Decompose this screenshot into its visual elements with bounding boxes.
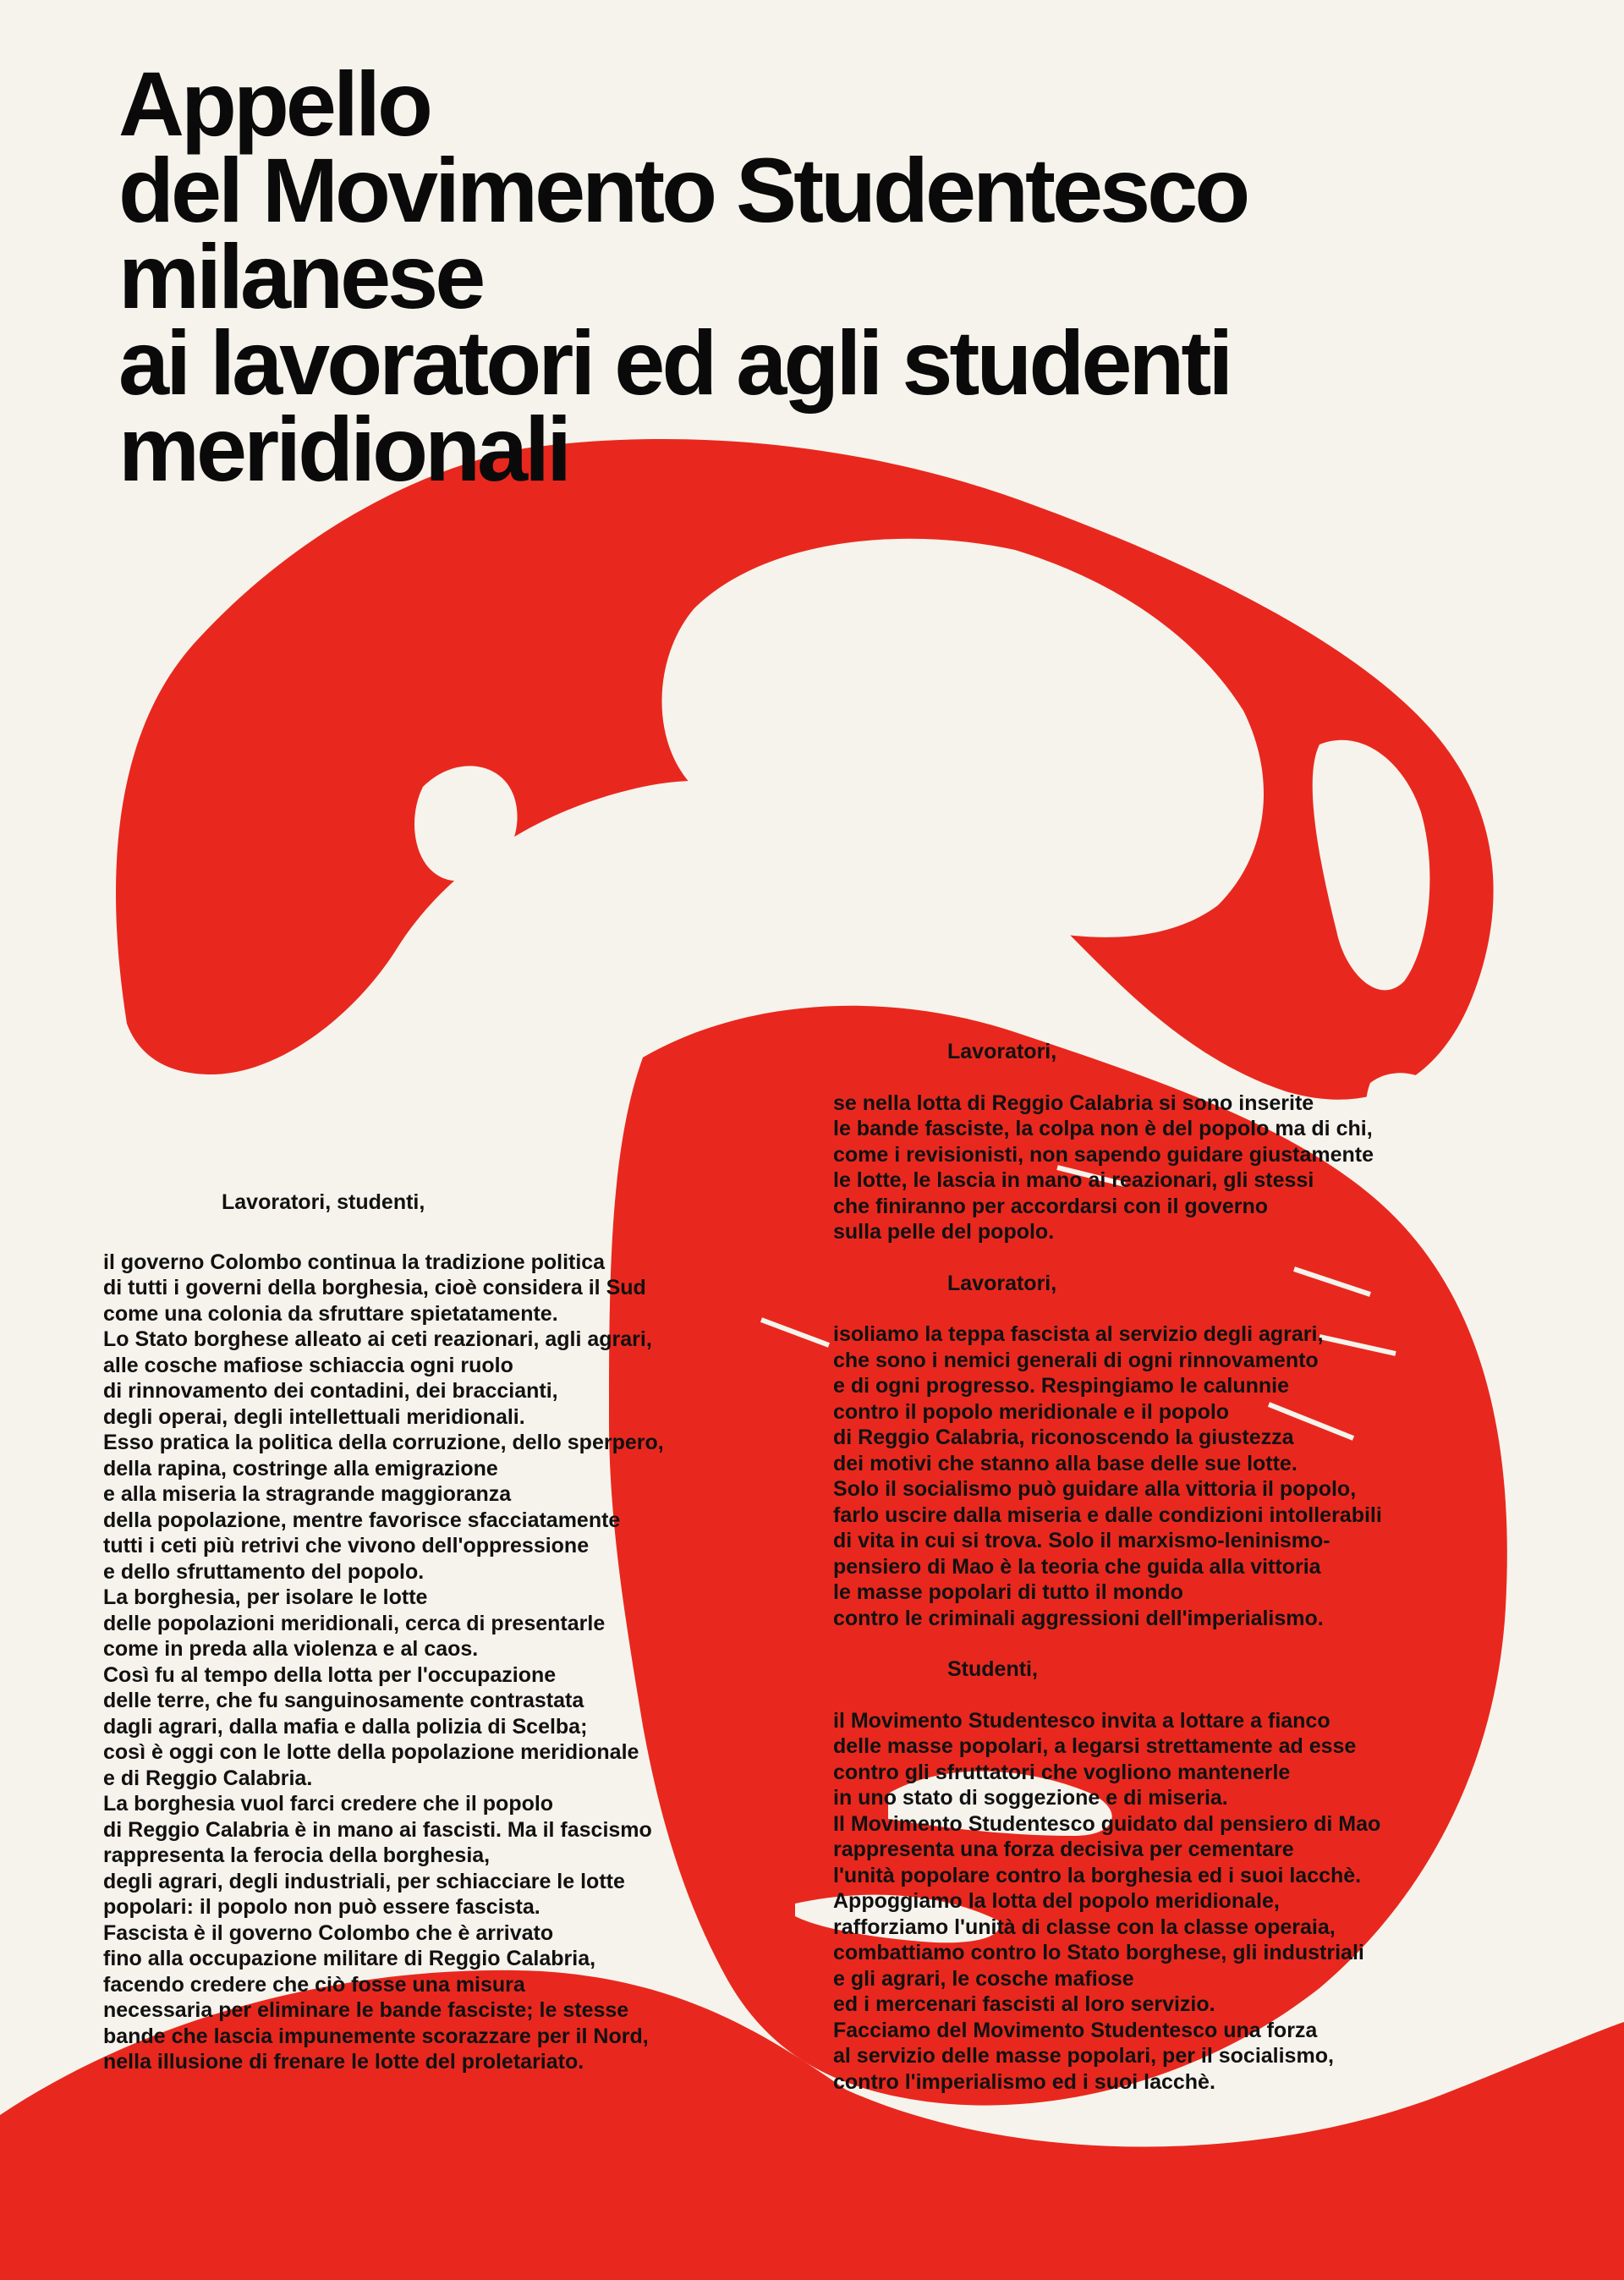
text-line: Lo Stato borghese alleato ai ceti reazionari, agli agrari,: [103, 1327, 652, 1351]
text-line: come una colonia da sfruttare spietatamente.: [103, 1301, 558, 1326]
text-line: delle terre, che fu sanguinosamente contrastata: [103, 1689, 584, 1712]
text-line: come in preda alla violenza e al caos.: [103, 1637, 479, 1661]
text-line: isoliamo la teppa fascista al servizio degli agrari,: [833, 1322, 1324, 1346]
text-line: La borghesia, per isolare le lotte: [103, 1585, 428, 1609]
section-body: [833, 1321, 1577, 1631]
headline-line: ai lavoratori ed agli studenti: [118, 311, 1231, 414]
text-line: pensiero di Mao è la teoria che guida alla vittoria: [833, 1554, 1321, 1579]
text-line: facendo credere che ciò fosse una misura: [103, 1972, 525, 1997]
left-body-text: [103, 1250, 814, 2075]
text-line: fino alla occupazione militare di Reggio Calabria,: [103, 1947, 596, 1970]
text-line: e di Reggio Calabria.: [103, 1766, 313, 1790]
text-line: nella illusione di frenare le lotte del proletariato.: [103, 2050, 584, 2074]
text-line: come i revisionisti, non sapendo guidare giustamente: [833, 1142, 1374, 1167]
text-line: e dello sfruttamento del popolo.: [103, 1559, 425, 1584]
text-line: Facciamo del Movimento Studentesco una forza: [833, 2018, 1318, 2042]
left-text-column: [103, 1189, 814, 2075]
section-heading: Lavoratori,: [947, 1040, 1057, 1063]
text-line: di rinnovamento dei contadini, dei braccianti,: [103, 1379, 558, 1403]
text-line: Solo il socialismo può guidare alla vittoria il popolo,: [833, 1477, 1357, 1501]
text-line: contro le criminali aggressioni dell'imperialismo.: [833, 1606, 1324, 1630]
text-line: e di ogni progresso. Respingiamo le calunnie: [833, 1374, 1289, 1398]
text-line: il governo Colombo continua la tradizione politica: [103, 1250, 606, 1274]
text-line: le bande fasciste, la colpa non è del popolo ma di chi,: [833, 1117, 1373, 1140]
text-line: Il Movimento Studentesco guidato dal pensiero di Mao: [833, 1811, 1381, 1836]
text-line: degli operai, degli intellettuali meridionali.: [103, 1404, 525, 1429]
poster-headline: [118, 52, 1248, 500]
text-line: Così fu al tempo della lotta per l'occupazione: [103, 1662, 557, 1687]
text-line: il Movimento Studentesco invita a lottare a fianco: [833, 1708, 1330, 1733]
text-line: rafforziamo l'unità di classe con la classe operaia,: [833, 1915, 1336, 1939]
section-body: [833, 1091, 1577, 1245]
text-line: combattiamo contro lo Stato borghese, gli industriali: [833, 1941, 1364, 1964]
text-line: Esso pratica la politica della corruzione, dello sperpero,: [103, 1431, 664, 1454]
section-body: [833, 1708, 1577, 2096]
text-line: Fascista è il governo Colombo che è arrivato: [103, 1920, 554, 1945]
headline-line: del Movimento Studentesco: [118, 139, 1248, 241]
section-workers-2: [833, 1271, 1577, 1632]
text-line: e alla miseria la stragrande maggioranza: [103, 1482, 512, 1506]
text-line: rappresenta una forza decisiva per cementare: [833, 1838, 1294, 1861]
text-line: degli agrari, degli industriali, per schiacciare le lotte: [103, 1869, 625, 1893]
text-line: dei motivi che stanno alla base delle sue lotte.: [833, 1451, 1298, 1475]
text-line: l'unità popolare contro la borghesia ed i suoi lacchè.: [833, 1863, 1362, 1887]
text-line: così è oggi con le lotte della popolazione meridionale: [103, 1740, 639, 1764]
section-heading: Lavoratori,: [947, 1271, 1057, 1295]
text-line: di vita in cui si trova. Solo il marxismo-leninismo-: [833, 1529, 1330, 1552]
text-line: contro gli sfruttatori che vogliono mantenerle: [833, 1760, 1291, 1784]
text-line: rappresenta la ferocia della borghesia,: [103, 1843, 491, 1867]
right-text-column: [833, 1039, 1577, 2120]
text-line: contro il popolo meridionale e il popolo: [833, 1399, 1230, 1424]
text-line: farlo uscire dalla miseria e dalle condizioni intollerabili: [833, 1503, 1382, 1527]
text-line: contro l'imperialismo ed i suoi lacchè.: [833, 2069, 1215, 2094]
text-line: popolari: il popolo non può essere fascista.: [103, 1895, 540, 1919]
headline-line: meridionali: [118, 398, 569, 500]
text-line: ed i mercenari fascisti al loro servizio.: [833, 1992, 1215, 2016]
text-line: al servizio delle masse popolari, per il socialismo,: [833, 2044, 1334, 2068]
text-line: sulla pelle del popolo.: [833, 1220, 1055, 1244]
text-line: delle masse popolari, a legarsi strettamente ad esse: [833, 1734, 1357, 1758]
text-line: le masse popolari di tutto il mondo: [833, 1580, 1183, 1604]
text-line: di Reggio Calabria, riconoscendo la giustezza: [833, 1426, 1294, 1449]
text-line: di tutti i governi della borghesia, cioè considera il Sud: [103, 1276, 646, 1299]
text-line: di Reggio Calabria è in mano ai fascisti. Ma il fascismo: [103, 1817, 652, 1842]
text-line: che sono i nemici generali di ogni rinnovamento: [833, 1348, 1319, 1372]
text-line: della popolazione, mentre favorisce sfacciatamente: [103, 1508, 621, 1532]
text-line: La borghesia vuol farci credere che il popolo: [103, 1792, 554, 1816]
text-line: delle popolazioni meridionali, cerca di presentarle: [103, 1611, 606, 1635]
text-line: e gli agrari, le cosche mafiose: [833, 1966, 1134, 1991]
text-line: in uno stato di soggezione e di miseria.: [833, 1786, 1228, 1810]
text-line: se nella lotta di Reggio Calabria si sono inserite: [833, 1091, 1314, 1115]
headline-line: Appello: [118, 52, 430, 155]
text-line: che finiranno per accordarsi con il governo: [833, 1194, 1269, 1218]
text-line: Appoggiamo la lotta del popolo meridionale,: [833, 1889, 1280, 1913]
text-line: alle cosche mafiose schiaccia ogni ruolo: [103, 1353, 513, 1377]
text-line: dagli agrari, dalla mafia e dalla polizia di Scelba;: [103, 1714, 588, 1739]
headline-line: milanese: [118, 225, 483, 327]
section-heading: Studenti,: [947, 1657, 1038, 1681]
text-line: bande che lascia impunemente scorazzare per il Nord,: [103, 2024, 649, 2048]
section-heading-workers-students: Lavoratori, studenti,: [222, 1190, 425, 1214]
text-line: necessaria per eliminare le bande fasciste; le stesse: [103, 1998, 629, 2022]
text-line: della rapina, costringe alla emigrazione: [103, 1456, 498, 1481]
section-students: [833, 1656, 1577, 2095]
section-workers-1: [833, 1039, 1577, 1245]
text-line: le lotte, le lascia in mano ai reazionari, gli stessi: [833, 1168, 1314, 1192]
text-line: tutti i ceti più retrivi che vivono dell'oppressione: [103, 1534, 590, 1558]
